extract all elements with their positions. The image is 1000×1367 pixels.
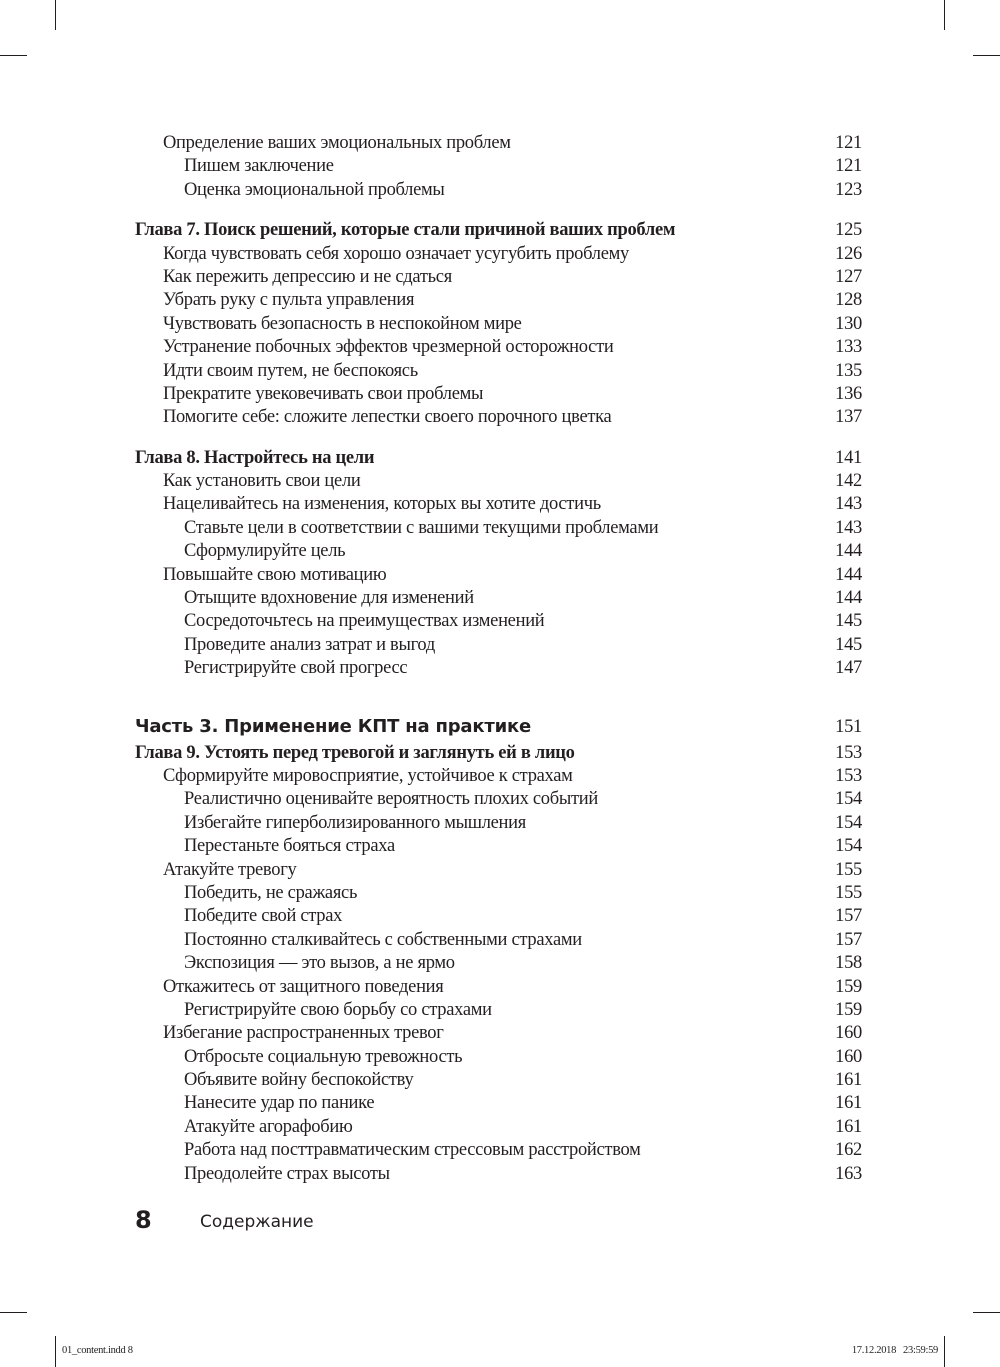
toc-entry-title: Как установить свои цели: [163, 471, 361, 492]
crop-mark: [55, 0, 56, 30]
toc-entry-page: 159: [835, 999, 862, 1020]
toc-entry-page: 158: [835, 953, 862, 974]
toc-entry-title: Откажитесь от защитного поведения: [163, 976, 444, 997]
toc-entry: [0, 1022, 1000, 1045]
toc-entry-title: Отбросьте социальную тревожность: [184, 1046, 463, 1067]
toc-entry: [0, 610, 1000, 633]
toc-entry-page: 153: [835, 765, 862, 786]
toc-entry-page: 136: [835, 383, 862, 404]
toc-entry-title: Реалистично оценивайте вероятность плохих событий: [184, 789, 598, 810]
toc-entry: [0, 1116, 1000, 1139]
toc-entry: [0, 493, 1000, 516]
toc-entry: [0, 812, 1000, 835]
toc-entry-title: Экспозиция — это вызов, а не ярмо: [184, 953, 455, 974]
toc-entry-page: 147: [835, 658, 862, 679]
toc-entry: [0, 1163, 1000, 1186]
toc-entry-page: 145: [835, 611, 862, 632]
table-of-contents: [0, 132, 1000, 1186]
toc-entry-title: Избегание распространенных тревог: [163, 1023, 444, 1044]
toc-entry: [0, 952, 1000, 975]
toc-entry-page: 154: [835, 812, 862, 833]
toc-entry-page: 143: [835, 494, 862, 515]
toc-entry-page: 160: [835, 1046, 862, 1067]
toc-entry-title: Преодолейте страх высоты: [184, 1163, 390, 1184]
toc-entry-page: 142: [835, 471, 862, 492]
toc-entry: [0, 243, 1000, 266]
toc-entry: [0, 859, 1000, 882]
toc-entry-title: Глава 9. Устоять перед тревогой и заглянуть ей в лицо: [135, 742, 575, 763]
toc-entry-page: 161: [835, 1070, 862, 1091]
toc-entry-page: 126: [835, 243, 862, 264]
toc-entry-page: 160: [835, 1023, 862, 1044]
toc-entry-page: 143: [835, 517, 862, 538]
toc-entry-title: Постоянно сталкивайтесь с собственными страхами: [184, 929, 582, 950]
toc-entry: [0, 929, 1000, 952]
toc-entry-title: Когда чувствовать себя хорошо означает усугубить проблему: [163, 243, 629, 264]
toc-entry: [0, 1092, 1000, 1115]
toc-entry: [0, 155, 1000, 178]
toc-entry-page: 135: [835, 360, 862, 381]
crop-mark: [973, 1312, 1000, 1313]
toc-entry-title: Повышайте свою мотивацию: [163, 564, 387, 585]
toc-entry-page: 144: [835, 588, 862, 609]
toc-entry: [0, 587, 1000, 610]
toc-entry: [0, 470, 1000, 493]
toc-entry-title: Нанесите удар по панике: [184, 1093, 375, 1114]
toc-entry: [0, 266, 1000, 289]
toc-entry-page: 161: [835, 1093, 862, 1114]
toc-entry: [0, 1046, 1000, 1069]
toc-entry-title: Избегайте гиперболизированного мышления: [184, 812, 526, 833]
toc-entry-title: Победить, не сражаясь: [184, 882, 358, 903]
toc-entry-title: Атакуйте тревогу: [163, 859, 297, 880]
toc-entry: [0, 835, 1000, 858]
toc-entry: [0, 179, 1000, 202]
toc-entry-page: 161: [835, 1116, 862, 1137]
toc-entry-page: 154: [835, 789, 862, 810]
toc-entry-page: 154: [835, 836, 862, 857]
toc-entry-title: Устранение побочных эффектов чрезмерной осторожности: [163, 337, 614, 358]
toc-entry: [0, 999, 1000, 1022]
crop-mark: [0, 55, 27, 56]
toc-entry-page: 128: [835, 290, 862, 311]
toc-entry-page: 125: [835, 220, 862, 241]
toc-entry-page: 162: [835, 1140, 862, 1161]
toc-entry-title: Перестаньте бояться страха: [184, 836, 395, 857]
toc-entry: [0, 564, 1000, 587]
toc-entry-page: 133: [835, 337, 862, 358]
crop-mark: [55, 1336, 56, 1367]
running-title: Содержание: [200, 1212, 314, 1232]
toc-entry: [0, 1139, 1000, 1162]
toc-entry-title: Идти своим путем, не беспокоясь: [163, 360, 418, 381]
toc-entry-title: Чувствовать безопасность в неспокойном мире: [163, 313, 522, 334]
toc-entry: [0, 1069, 1000, 1092]
toc-entry-page: 123: [835, 179, 862, 200]
toc-entry-title: Определение ваших эмоциональных проблем: [163, 133, 511, 153]
toc-entry-title: Атакуйте агорафобию: [184, 1116, 353, 1137]
toc-entry-title: Прекратите увековечивать свои проблемы: [163, 383, 484, 404]
toc-entry-title: Победите свой страх: [184, 906, 343, 927]
slug-filename: 01_content.indd 8: [62, 1345, 133, 1356]
toc-entry: [0, 313, 1000, 336]
toc-entry: [0, 976, 1000, 999]
crop-mark: [973, 55, 1000, 56]
toc-entry-page: 163: [835, 1163, 862, 1184]
toc-entry-page: 130: [835, 313, 862, 334]
toc-entry: [0, 360, 1000, 383]
toc-entry-title: Регистрируйте свой прогресс: [184, 658, 408, 679]
toc-entry-title: Убрать руку с пульта управления: [163, 290, 415, 311]
toc-entry-title: Ставьте цели в соответствии с вашими текущими проблемами: [184, 517, 659, 538]
toc-entry-page: 155: [835, 882, 862, 903]
toc-entry: [0, 540, 1000, 563]
toc-entry-title: Работа над посттравматическим стрессовым расстройством: [184, 1140, 641, 1161]
toc-part: [0, 712, 1000, 742]
toc-entry-page: 155: [835, 859, 862, 880]
toc-entry: [0, 765, 1000, 788]
toc-entry-page: 137: [835, 407, 862, 428]
toc-entry: [0, 336, 1000, 359]
toc-chapter: [0, 447, 1000, 470]
toc-entry-title: Оценка эмоциональной проблемы: [184, 179, 445, 200]
toc-entry-title: Отыщите вдохновение для изменений: [184, 588, 474, 609]
toc-entry-title: Глава 7. Поиск решений, которые стали причиной ваших проблем: [135, 220, 676, 241]
toc-entry: [0, 406, 1000, 429]
toc-entry: [0, 289, 1000, 312]
toc-entry: [0, 788, 1000, 811]
toc-chapter: [0, 742, 1000, 765]
page-number: 8: [135, 1206, 152, 1234]
toc-entry-title: Регистрируйте свою борьбу со страхами: [184, 999, 492, 1020]
toc-entry-title: Как пережить депрессию и не сдаться: [163, 266, 452, 287]
toc-entry: [0, 905, 1000, 928]
toc-entry-page: 144: [835, 541, 862, 562]
crop-mark: [944, 0, 945, 30]
toc-entry: [0, 383, 1000, 406]
toc-entry-title: Глава 8. Настройтесь на цели: [135, 447, 375, 468]
toc-chapter: [0, 219, 1000, 242]
toc-entry-page: 141: [835, 447, 862, 468]
toc-entry-title: Сосредоточьтесь на преимуществах изменений: [184, 611, 545, 632]
toc-entry-page: 157: [835, 929, 862, 950]
toc-entry-title: Сформулируйте цель: [184, 541, 346, 562]
slug-timestamp: 17.12.2018 23:59:59: [851, 1345, 938, 1356]
toc-entry-page: 127: [835, 266, 862, 287]
toc-entry-page: 145: [835, 634, 862, 655]
toc-entry-page: 151: [835, 716, 862, 737]
toc-entry-title: Проведите анализ затрат и выгод: [184, 634, 435, 655]
toc-entry-page: 157: [835, 906, 862, 927]
toc-entry-title: Помогите себе: сложите лепестки своего порочного цветка: [163, 407, 612, 428]
toc-entry-title: Нацеливайтесь на изменения, которых вы хотите достичь: [163, 494, 601, 515]
toc-entry-page: 144: [835, 564, 862, 585]
toc-entry: [0, 517, 1000, 540]
toc-entry: [0, 132, 1000, 155]
toc-entry: [0, 634, 1000, 657]
toc-entry-title: Сформируйте мировосприятие, устойчивое к страхам: [163, 765, 573, 786]
toc-entry-title: Пишем заключение: [184, 156, 334, 177]
toc-entry-page: 159: [835, 976, 862, 997]
toc-entry-page: 121: [835, 156, 862, 177]
crop-mark: [0, 1312, 27, 1313]
toc-entry-title: Часть 3. Применение КПТ на практике: [135, 715, 532, 737]
toc-entry-page: 121: [835, 133, 862, 153]
toc-entry-page: 153: [835, 742, 862, 763]
toc-entry-title: Объявите войну беспокойству: [184, 1070, 414, 1091]
toc-entry: [0, 657, 1000, 680]
toc-entry: [0, 882, 1000, 905]
crop-mark: [944, 1336, 945, 1367]
